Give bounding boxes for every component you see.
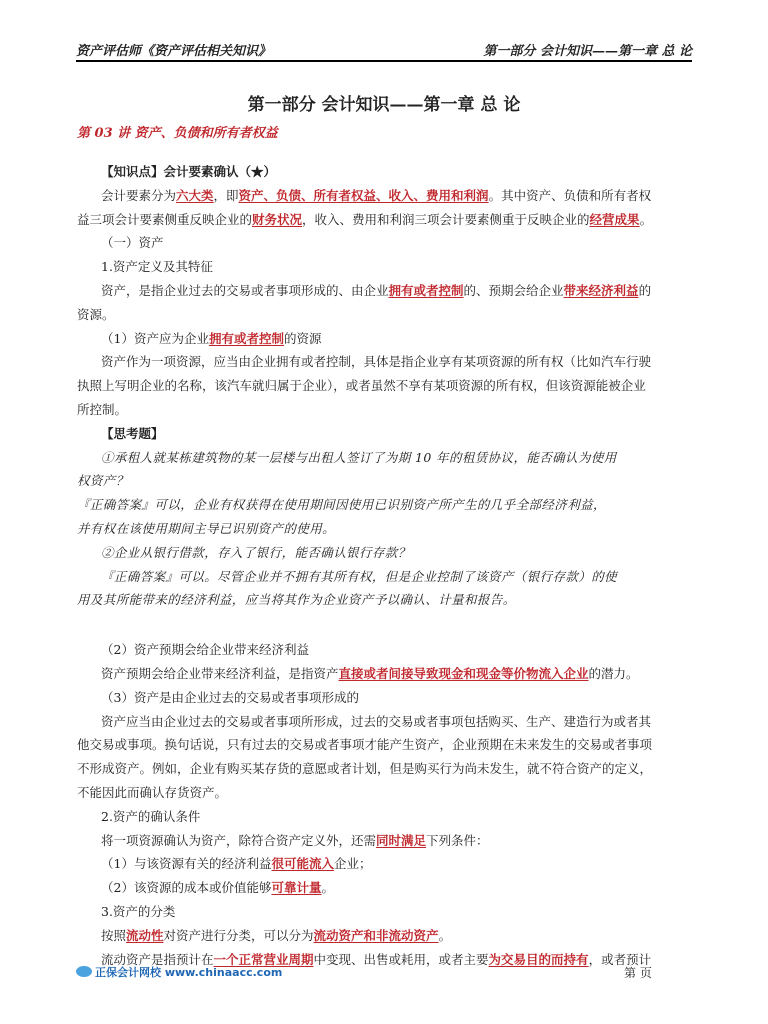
question: 权资产？ [77,473,129,489]
answer: 用及其所能带来的经济利益，应当将其作为企业资产予以确认、计量和报告。 [77,592,516,608]
highlight: 直接或者间接导致现金和现金等价物流入企业 [338,665,589,681]
running-header [76,38,692,62]
paragraph: 执照上写明企业的名称，该汽车就归属于企业），或者虽然不享有某项资源的所有权，但该资源能被企业 [77,378,646,394]
site-logo[interactable]: 正保会计网校 www.chinaacc.com [76,964,282,980]
answer: 『正确答案』可以，企业有权获得在使用期间因使用已识别资产所产生的几乎全部经济利益， [77,497,606,513]
subsection-heading: （2）资产预期会给企业带来经济利益 [101,642,309,658]
header-right: 第一部分 会计知识——第一章 总 论 [483,44,692,59]
paragraph: 资产，是指企业过去的交易或者事项形成的、由企业拥有或者控制的、预期会给企业带来经济利益的 [101,282,652,298]
highlight: 同时满足 [376,832,427,848]
section-heading: 2.资产的确认条件 [101,808,201,824]
paragraph: 不能因此而确认存货资产。 [77,784,228,800]
question: ②企业从银行借款，存入了银行，能否确认银行存款？ [101,544,411,560]
highlight: 很可能流入 [271,856,334,872]
paragraph: 将一项资源确认为资产，除符合资产定义外，还需同时满足下列条件： [101,832,489,848]
paragraph: 按照流动性对资产进行分类，可以分为流动资产和非流动资产。 [101,927,452,943]
paragraph: 益三项会计要素侧重反映企业的财务状况，收入、费用和利润三项会计要素侧重于反映企业的经营成果。 [77,211,653,227]
paragraph: 流动资产是指预计在一个正常营业周期中变现、出售或耗用，或者主要为交易目的而持有，或者预计 [101,951,652,967]
highlight: 为交易目的而持有 [488,951,589,967]
subsection-heading: （3）资产是由企业过去的交易或者事项形成的 [101,689,359,705]
page-number: 第 页 [624,966,652,980]
section-heading: 3.资产的分类 [101,903,176,919]
highlight: 拥有或者控制 [208,330,284,346]
logo-icon [76,966,92,977]
paragraph: 不形成资产。例如，企业有购买某存货的意愿或者计划，但是购买行为尚未发生，就不符合资产的定义， [77,761,653,777]
lecture-heading: 第 03 讲 资产、负债和所有者权益 [77,126,278,141]
list-item: （2）该资源的成本或价值能够可靠计量。 [101,880,334,896]
think-heading: 【思考题】 [101,425,164,441]
highlight: 可靠计量 [271,880,322,896]
header-left: 资产评估师《资产评估相关知识》 [76,44,272,59]
section-heading: 1.资产定义及其特征 [101,259,213,275]
highlight: 六大类 [176,187,214,203]
paragraph: 资产预期会给企业带来经济利益，是指资产直接或者间接导致现金和现金等价物流入企业的潜力。 [101,665,639,681]
document-body [77,160,693,971]
subsection-heading: （1）资产应为企业拥有或者控制的资源 [101,330,322,346]
spacer [77,612,693,638]
knowledge-point-heading: 【知识点】会计要素确认（★） [101,164,277,179]
paragraph: 会计要素分为六大类，即资产、负债、所有者权益、收入、费用和利润。其中资产、负债和所有者权 [101,187,652,203]
highlight: 财务状况 [252,211,303,227]
highlight: 带来经济利益 [563,282,639,298]
highlight: 资产、负债、所有者权益、收入、费用和利润 [238,187,489,203]
answer: 并有权在该使用期间主导已识别资产的使用。 [77,520,336,536]
answer: 『正确答案』可以。尽管企业并不拥有其所有权，但是企业控制了该资产（银行存款）的使 [101,568,618,584]
highlight: 经营成果 [589,211,640,227]
paragraph: 资产作为一项资源，应当由企业拥有或者控制，具体是指企业享有某项资源的所有权（比如汽车行驶 [101,354,652,370]
highlight: 流动资产和非流动资产 [313,927,439,943]
highlight: 一个正常营业周期 [213,951,314,967]
page-title: 第一部分 会计知识——第一章 总 论 [247,95,521,115]
list-item: （1）与该资源有关的经济利益很可能流入企业； [101,856,372,872]
question: ①承租人就某栋建筑物的某一层楼与出租人签订了为期 10 年的租赁协议，能否确认为使用 [101,449,617,465]
paragraph: 所控制。 [77,401,128,417]
paragraph: 他交易或事项。换句话说，只有过去的交易或者事项才能产生资产，企业预期在未来发生的交易或者事项 [77,737,653,753]
highlight: 拥有或者控制 [388,282,464,298]
section-heading: （一）资产 [101,235,164,251]
paragraph: 资产应当由企业过去的交易或者事项所形成，过去的交易或者事项包括购买、生产、建造行为或者其 [101,713,652,729]
paragraph: 资源。 [77,306,115,322]
highlight: 流动性 [126,927,164,943]
page-footer [76,958,692,988]
